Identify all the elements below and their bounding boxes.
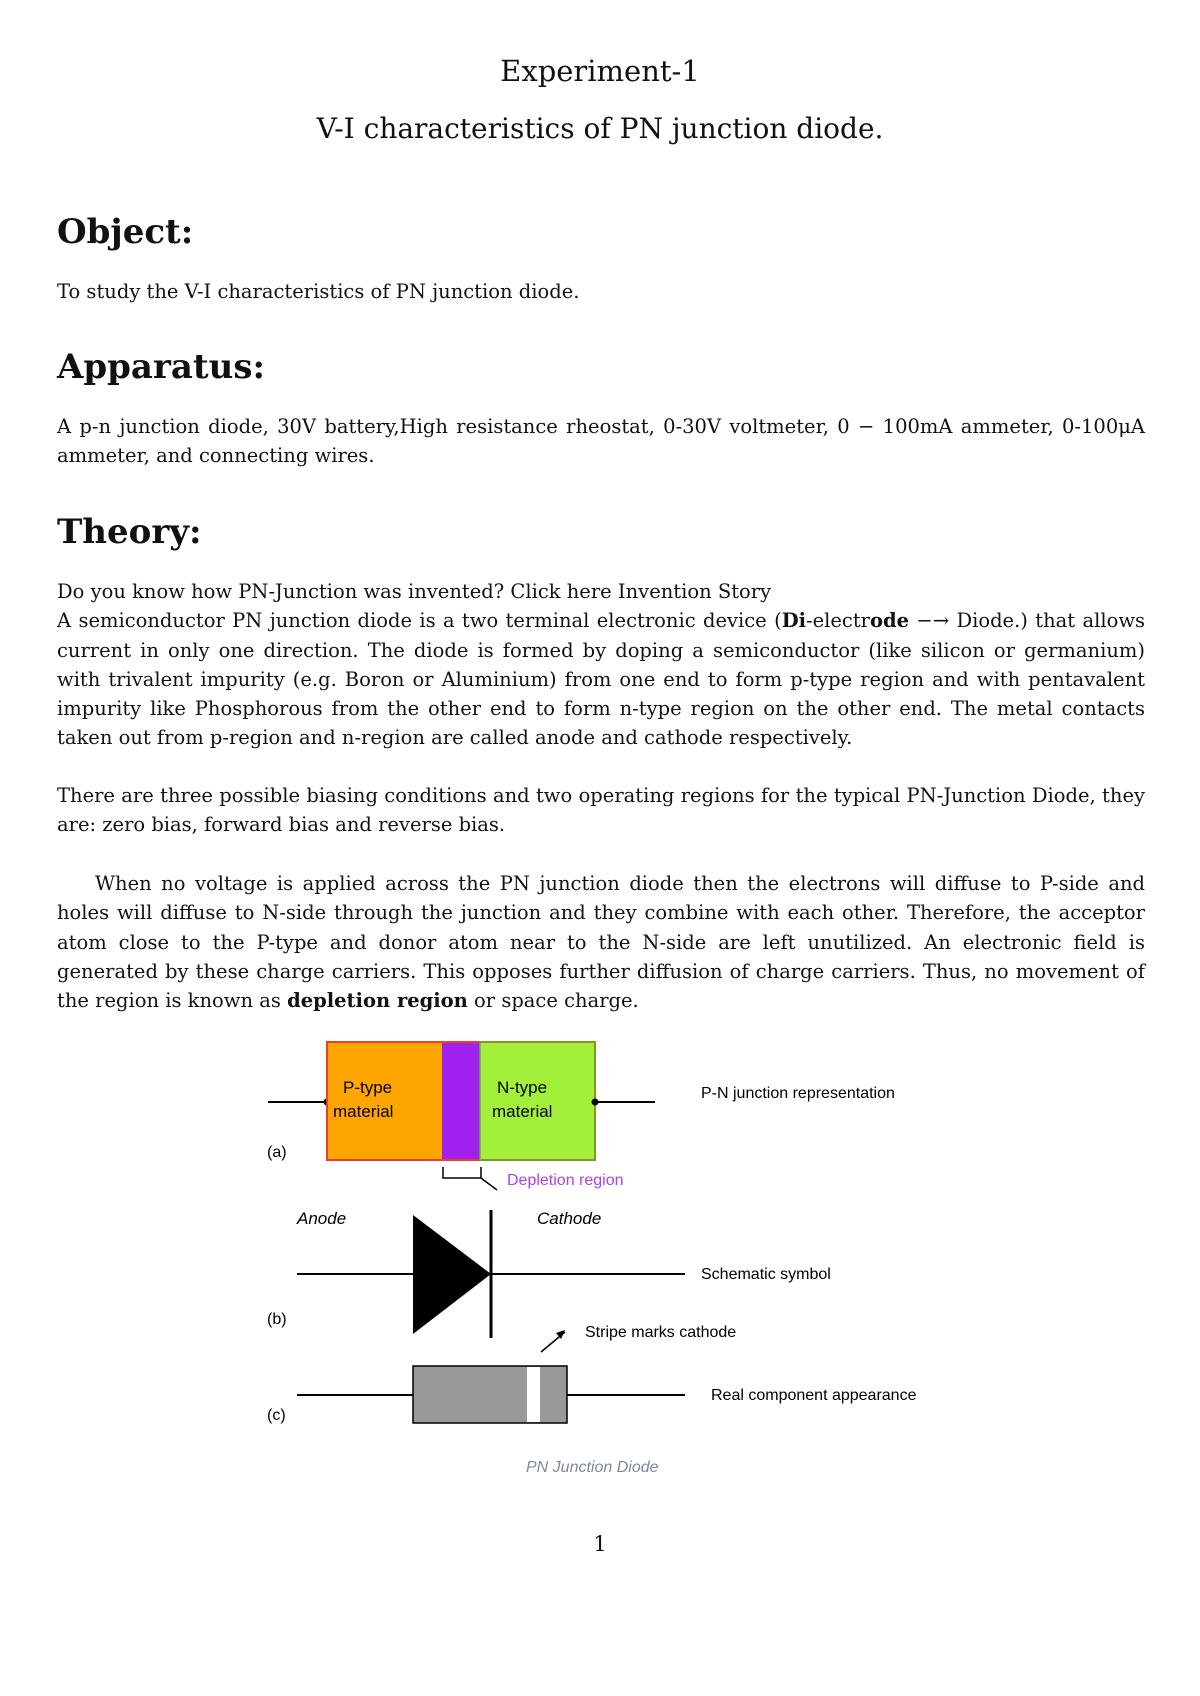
real-component-label: Real component appearance — [711, 1387, 917, 1404]
invention-story-link[interactable]: Do you know how PN-Junction was invented? Click here Invention Story — [57, 580, 772, 603]
pn-junction-diode-figure — [0, 1030, 1200, 1500]
depletion-pointer — [481, 1178, 497, 1190]
figure-caption: PN Junction Diode — [526, 1459, 659, 1476]
object-text: To study the V-I characteristics of PN junction diode. — [57, 280, 580, 303]
theory-paragraph-3: When no voltage is applied across the PN junction diode then the electrons will diffuse to P-side and holes will diffuse to N-side through the junction and they combine with each other. Therefore, the acceptor atom close to the P-type and donor atom near to the N-side are left unutilized. An electronic field is generated by these charge carriers. This opposes further diffusion of charge carriers. Thus, no movement of the region is known as depletion region or space charge. — [57, 872, 1145, 1013]
p-type-region — [327, 1042, 442, 1160]
theory-paragraph-2: There are three possible biasing conditions and two operating regions for the typical PN-Junction Diode, they are: zero bias, forward bias and reverse bias. — [57, 784, 1145, 837]
stripe-label: Stripe marks cathode — [585, 1324, 737, 1341]
n-type-label-1: N-type — [497, 1078, 548, 1097]
experiment-number: Experiment-1 — [500, 54, 700, 88]
label-b: (b) — [267, 1311, 287, 1328]
cathode-stripe — [527, 1367, 540, 1422]
depletion-region-label: Depletion region — [507, 1172, 624, 1189]
document-title: V-I characteristics of PN junction diode. — [316, 112, 884, 145]
theory-heading: Theory: — [57, 512, 202, 552]
diode-body — [413, 1366, 567, 1423]
page-number: 1 — [593, 1532, 607, 1556]
apparatus-heading: Apparatus: — [57, 347, 266, 387]
object-heading: Object: — [57, 212, 194, 252]
depletion-bracket — [443, 1167, 481, 1178]
schematic-symbol-label: Schematic symbol — [701, 1266, 831, 1283]
anode-label: Anode — [297, 1209, 347, 1228]
n-type-region — [480, 1042, 595, 1160]
pn-representation-label: P-N junction representation — [701, 1085, 895, 1102]
depletion-region-band — [442, 1042, 480, 1160]
n-type-label-2: material — [492, 1102, 553, 1121]
diode-triangle-symbol — [413, 1215, 491, 1334]
depletion-region-term: depletion region — [287, 989, 468, 1013]
p-type-label-2: material — [333, 1102, 394, 1121]
label-c: (c) — [267, 1407, 286, 1424]
label-a: (a) — [267, 1144, 287, 1161]
cathode-label: Cathode — [537, 1209, 602, 1228]
apparatus-text: A p-n junction diode, 30V battery,High resistance rheostat, 0-30V voltmeter, 0 − 100mA ammeter, 0-100μA ammeter, and connecting wires. — [57, 415, 1145, 468]
theory-paragraph-1: Do you know how PN-Junction was invented? Click here Invention Story A semiconductor PN junction diode is a two terminal electronic device (Di-electrode −→ Diode.) that allows current in only one direction. The diode is formed by doping a semiconductor (like silicon or germanium) with trivalent impurity (e.g. Boron or Aluminium) from one end to form p-type region and with pentavalent impurity like Phosphorous from the other end to form n-type region on the other end. The metal contacts taken out from p-region and n-region are called anode and cathode respectively. — [57, 580, 1146, 750]
p-type-label-1: P-type — [343, 1078, 393, 1097]
